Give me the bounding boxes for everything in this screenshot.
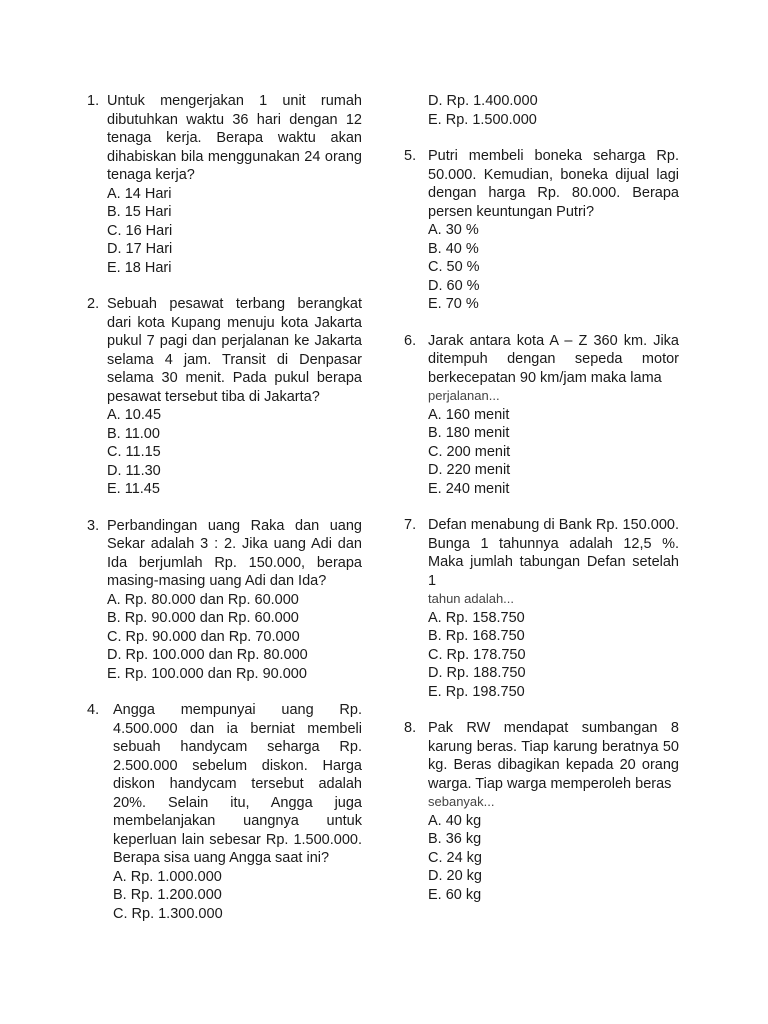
question-text-main: Jarak antara kota A – Z 360 km. Jika ditempuh dengan sepeda motor berkecepatan 90 km/jam maka lama bbox=[428, 332, 679, 386]
question-number: 7. bbox=[404, 517, 417, 533]
question-text: Perbandingan uang Raka dan uang Sekar adalah 3 : 2. Jika uang Adi dan Ida berjumlah Rp. 150.000, berapa masing-masing uang Adi dan Ida? bbox=[107, 517, 362, 589]
question-3 bbox=[87, 517, 362, 684]
question-number: 8. bbox=[404, 720, 417, 736]
question-text: Sebuah pesawat terbang berangkat dari kota Kupang menuju kota Jakarta pukul 7 pagi dan perjalanan ke Jakarta selama 4 jam. Transit di Denpasar selama 30 menit. Pada pukul berapa pesawat tersebut tiba di Jakarta? bbox=[107, 296, 362, 405]
answer-option[interactable]: A. Rp. 1.000.000 bbox=[113, 868, 222, 885]
answer-option[interactable]: D. 11.30 bbox=[107, 462, 161, 479]
answer-option[interactable]: A. 160 menit bbox=[428, 406, 510, 423]
answer-option[interactable]: E. Rp. 1.500.000 bbox=[428, 111, 537, 128]
answer-option[interactable]: D. Rp. 1.400.000 bbox=[428, 93, 538, 109]
question-2 bbox=[87, 295, 362, 499]
answer-option[interactable]: E. 70 % bbox=[428, 296, 479, 312]
question-text bbox=[428, 516, 679, 609]
question-text-tail: perjalanan... bbox=[428, 388, 500, 403]
answer-option[interactable]: C. Rp. 1.300.000 bbox=[113, 905, 223, 922]
answer-option[interactable]: E. 11.45 bbox=[107, 481, 160, 497]
question-number: 3. bbox=[87, 517, 100, 534]
question-text: Angga mempunyai uang Rp. 4.500.000 dan ia berniat membeli sebuah handycam seharga Rp. 2.500.000 sebelum diskon. Harga diskon handycam tersebut adalah 20%. Selain itu, Angga juga membelanjakan uangnya untuk keperluan lain sebesar Rp. 1.500.000. Berapa sisa uang Angga saat ini? bbox=[113, 702, 362, 866]
answer-option[interactable]: C. 16 Hari bbox=[107, 222, 173, 239]
answer-option[interactable]: E. 18 Hari bbox=[107, 259, 172, 276]
question-6 bbox=[404, 332, 679, 499]
answer-option[interactable]: C. Rp. 178.750 bbox=[428, 646, 526, 663]
question-number: 1. bbox=[87, 93, 100, 109]
right-column bbox=[404, 92, 679, 922]
answer-option[interactable]: B. 180 menit bbox=[428, 425, 510, 441]
question-4-continued-options bbox=[428, 92, 679, 129]
question-text-tail: tahun adalah... bbox=[428, 591, 515, 606]
answer-option[interactable]: A. Rp. 80.000 dan Rp. 60.000 bbox=[107, 591, 299, 608]
question-4 bbox=[87, 701, 362, 923]
question-text-main: Pak RW mendapat sumbangan 8 karung beras. Tiap karung beratnya 50 kg. Beras dibagikan kepada 20 orang warga. Tiap warga memperoleh beras bbox=[428, 720, 679, 792]
question-8 bbox=[404, 719, 679, 904]
answer-option[interactable]: A. Rp. 158.750 bbox=[428, 609, 525, 626]
answer-option[interactable]: D. 60 % bbox=[428, 277, 480, 294]
answer-option[interactable]: A. 10.45 bbox=[107, 407, 162, 423]
answer-option[interactable]: D. 220 menit bbox=[428, 462, 511, 478]
question-number: 2. bbox=[87, 296, 100, 312]
answer-option[interactable]: A. 40 kg bbox=[428, 812, 482, 829]
answer-option[interactable]: A. 14 Hari bbox=[107, 185, 172, 202]
answer-option[interactable]: A. 30 % bbox=[428, 222, 479, 238]
answer-option[interactable]: C. 50 % bbox=[428, 259, 480, 275]
answer-option[interactable]: B. Rp. 168.750 bbox=[428, 628, 525, 644]
answer-option[interactable]: D. Rp. 100.000 dan Rp. 80.000 bbox=[107, 647, 308, 663]
answer-option[interactable]: C. 200 menit bbox=[428, 443, 511, 460]
question-text bbox=[428, 719, 679, 812]
question-text-tail: sebanyak... bbox=[428, 794, 495, 809]
answer-option[interactable]: B. 11.00 bbox=[107, 425, 160, 442]
answer-option[interactable]: B. Rp. 1.200.000 bbox=[113, 887, 222, 903]
left-column bbox=[87, 92, 362, 941]
question-number: 4. bbox=[87, 702, 100, 718]
answer-option[interactable]: D. Rp. 188.750 bbox=[428, 665, 526, 681]
question-7 bbox=[404, 516, 679, 701]
answer-option[interactable]: E. 60 kg bbox=[428, 886, 482, 903]
answer-option[interactable]: E. Rp. 198.750 bbox=[428, 683, 525, 700]
question-text: Untuk mengerjakan 1 unit rumah dibutuhkan waktu 36 hari dengan 12 tenaga kerja. Berapa waktu akan dihabiskan bila menggunakan 24 orang tenaga kerja? bbox=[107, 93, 362, 183]
answer-option[interactable]: C. 24 kg bbox=[428, 849, 482, 866]
answer-option[interactable]: C. Rp. 90.000 dan Rp. 70.000 bbox=[107, 628, 300, 645]
question-1 bbox=[87, 92, 362, 277]
answer-option[interactable]: D. 20 kg bbox=[428, 868, 482, 884]
answer-option[interactable]: C. 11.15 bbox=[107, 444, 161, 460]
answer-option[interactable]: B. 15 Hari bbox=[107, 204, 172, 220]
answer-option[interactable]: E. 240 menit bbox=[428, 480, 510, 497]
answer-option[interactable]: E. Rp. 100.000 dan Rp. 90.000 bbox=[107, 665, 307, 682]
question-number: 5. bbox=[404, 148, 417, 164]
question-5 bbox=[404, 147, 679, 314]
answer-option[interactable]: D. 17 Hari bbox=[107, 241, 173, 257]
answer-option[interactable]: B. Rp. 90.000 dan Rp. 60.000 bbox=[107, 610, 299, 626]
answer-option[interactable]: B. 36 kg bbox=[428, 831, 482, 847]
question-text bbox=[428, 332, 679, 406]
answer-option[interactable]: B. 40 % bbox=[428, 240, 479, 257]
question-number: 6. bbox=[404, 332, 417, 349]
question-text-main: Defan menabung di Bank Rp. 150.000. Bunga 1 tahunnya adalah 12,5 %. Maka jumlah tabungan Defan setelah 1 bbox=[428, 517, 679, 589]
question-text: Putri membeli boneka seharga Rp. 50.000. Kemudian, boneka dijual lagi dengan harga Rp. 80.000. Berapa persen keuntungan Putri? bbox=[428, 148, 679, 220]
